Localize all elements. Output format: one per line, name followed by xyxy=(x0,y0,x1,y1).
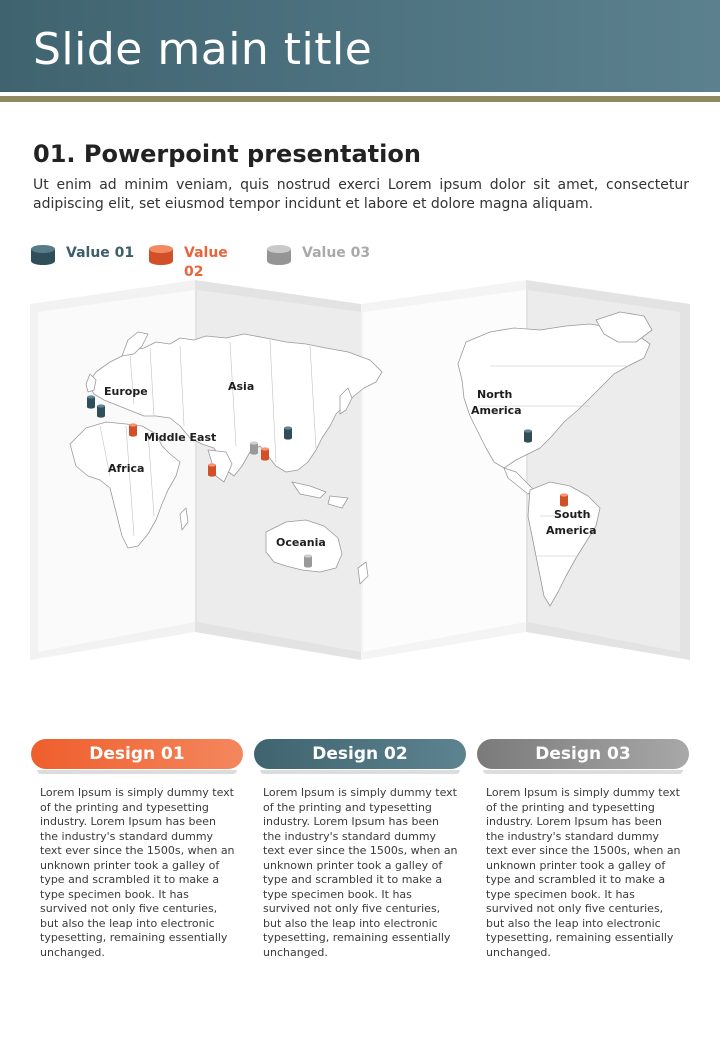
design-03-pill: Design 03 xyxy=(477,739,689,769)
marker-value-02 xyxy=(261,447,269,460)
legend-label: Value 02 xyxy=(184,245,228,280)
legend-label: Value 03 xyxy=(302,245,371,261)
pill-shadow xyxy=(483,770,683,774)
design-02-text: Lorem Ipsum is simply dummy text of the printing and typesetting industry. Lorem Ipsum has been the industry's standard dummy text ever since the 1500s, when an unknown printer took a galley of type and scrambled it to make a type specimen book. It has survived not only five centuries, but also the leap into electronic typesetting, remaining essentially unchanged. xyxy=(263,786,458,959)
cylinder-icon xyxy=(148,244,174,266)
section-body: Ut enim ad minim veniam, quis nostrud exerci Lorem ipsum dolor sit amet, consectetur adipiscing elit, set eiusmod tempor incidunt et labore et dolore magna aliquam. xyxy=(33,177,689,212)
marker-value-01 xyxy=(524,429,532,442)
region-label-asia: Asia xyxy=(228,380,255,393)
cylinder-icon xyxy=(30,244,56,266)
region-label-oceania: Oceania xyxy=(276,536,326,549)
marker-value-02 xyxy=(208,463,216,476)
marker-value-03 xyxy=(304,554,312,567)
title-banner xyxy=(0,0,720,92)
region-label-south-america-line2: America xyxy=(546,524,597,537)
marker-value-01 xyxy=(284,426,292,439)
pill-shadow xyxy=(37,770,237,774)
marker-value-02 xyxy=(560,493,568,506)
design-01-text: Lorem Ipsum is simply dummy text of the printing and typesetting industry. Lorem Ipsum has been the industry's standard dummy text ever since the 1500s, when an unknown printer took a galley of type and scrambled it to make a type specimen book. It has survived not only five centuries, but also the leap into electronic typesetting, remaining essentially unchanged. xyxy=(40,786,235,959)
design-card-02 xyxy=(254,739,466,960)
region-label-north-america-line2: America xyxy=(471,404,522,417)
pill-shadow xyxy=(260,770,460,774)
design-card-03 xyxy=(477,739,689,960)
design-02-pill: Design 02 xyxy=(254,739,466,769)
cylinder-icon xyxy=(266,244,292,266)
design-01-pill: Design 01 xyxy=(31,739,243,769)
marker-value-03 xyxy=(250,441,258,454)
world-map xyxy=(30,276,692,666)
marker-value-01 xyxy=(97,404,105,417)
region-label-africa: Africa xyxy=(108,462,145,475)
marker-value-01 xyxy=(87,395,95,408)
region-label-south-america-line1: South xyxy=(554,508,591,521)
design-card-01 xyxy=(31,739,243,960)
region-label-europe: Europe xyxy=(104,385,148,398)
region-label-middle-east: Middle East xyxy=(144,431,217,444)
legend-label: Value 01 xyxy=(66,245,135,261)
region-label-north-america-text: North xyxy=(477,388,513,401)
slide-title: Slide main title xyxy=(33,24,373,75)
design-03-text: Lorem Ipsum is simply dummy text of the printing and typesetting industry. Lorem Ipsum has been the industry's standard dummy text ever since the 1500s, when an unknown printer took a galley of type and scrambled it to make a type specimen book. It has survived not only five centuries, but also the leap into electronic typesetting, remaining essentially unchanged. xyxy=(486,786,681,959)
marker-value-02 xyxy=(129,423,137,436)
section-title: 01. Powerpoint presentation xyxy=(33,140,421,168)
header-divider-olive xyxy=(0,96,720,102)
